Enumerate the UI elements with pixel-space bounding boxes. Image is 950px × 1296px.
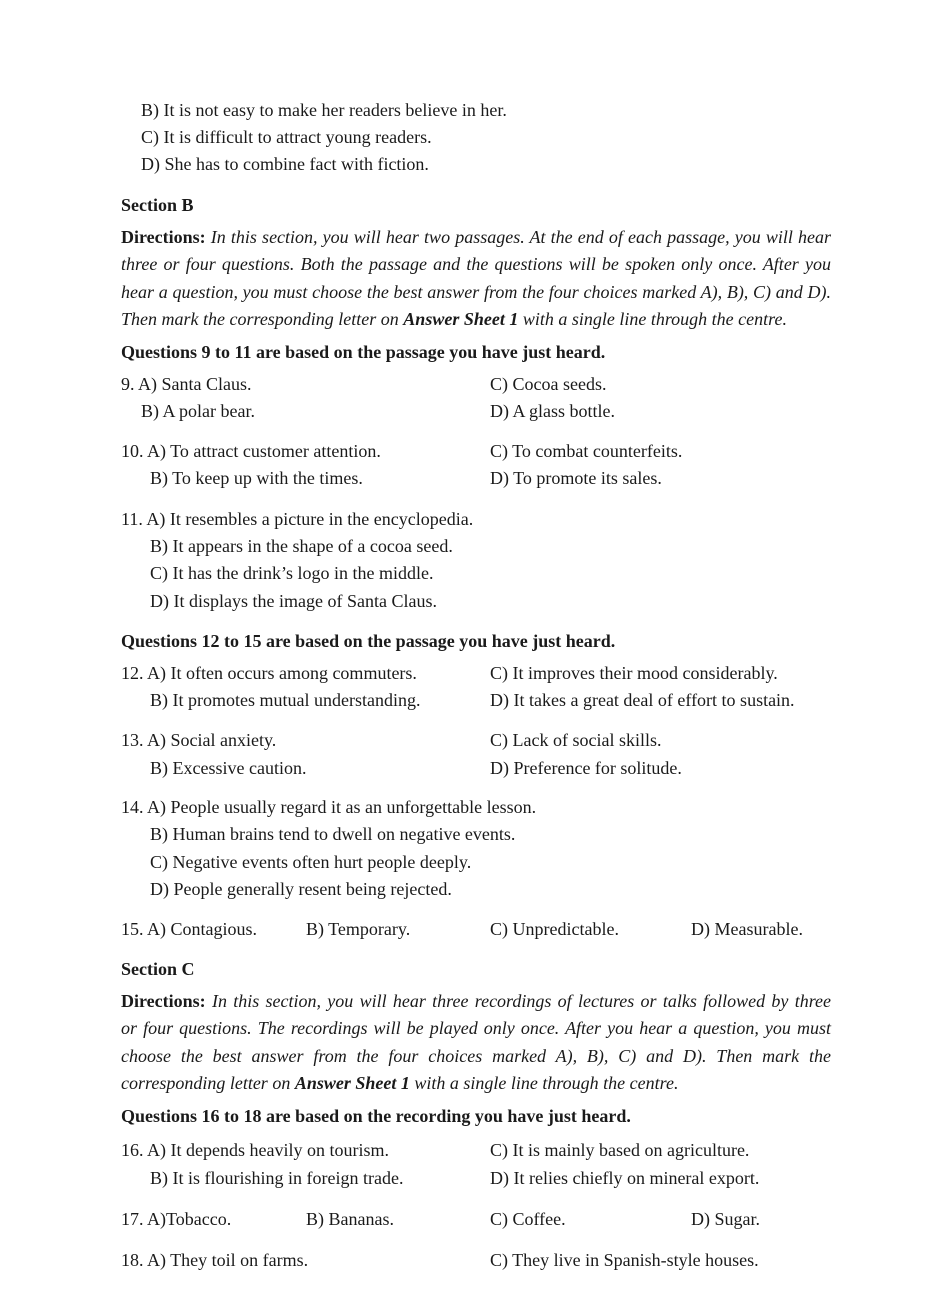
q12-option-c: C) It improves their mood considerably. [490, 663, 778, 683]
section-b-directions-line-1 [121, 226, 831, 248]
q15-option-c: C) Unpredictable. [490, 919, 619, 939]
q9-option-c: C) Cocoa seeds. [490, 374, 607, 394]
section-c-directions-line-3: choose the best answer from the four choices marked A), B), C) and D). Then mark the [121, 1046, 831, 1066]
directions-label: Directions: [121, 991, 206, 1011]
q12-option-a: 12. A) It often occurs among commuters. [121, 663, 417, 683]
question-group-heading: Questions 16 to 18 are based on the recording you have just heard. [121, 1106, 631, 1126]
q15-option-b: B) Temporary. [306, 919, 411, 939]
q10-option-d: D) To promote its sales. [490, 468, 662, 488]
q12-option-d: D) It takes a great deal of effort to sustain. [490, 690, 795, 710]
question-group-heading: Questions 9 to 11 are based on the passage you have just heard. [121, 342, 606, 362]
q10-option-c: C) To combat counterfeits. [490, 441, 683, 461]
q16-option-b: B) It is flourishing in foreign trade. [150, 1168, 404, 1188]
q16-option-a: 16. A) It depends heavily on tourism. [121, 1140, 389, 1160]
q9-option-a: 9. A) Santa Claus. [121, 374, 252, 394]
q18-option-a: 18. A) They toil on farms. [121, 1250, 309, 1270]
q13-option-b: B) Excessive caution. [150, 758, 307, 778]
q10-option-a: 10. A) To attract customer attention. [121, 441, 381, 461]
q17-option-c: C) Coffee. [490, 1209, 566, 1229]
q13-option-a: 13. A) Social anxiety. [121, 730, 277, 750]
q14-option-c: C) Negative events often hurt people deeply. [150, 852, 472, 872]
q16-option-d: D) It relies chiefly on mineral export. [490, 1168, 760, 1188]
q11-option-c: C) It has the drink’s logo in the middle. [150, 563, 434, 583]
directions-text: In this section, you will hear two passages. At the end of each passage, you will hear [210, 227, 831, 247]
directions-text: with a single line through the centre. [522, 309, 787, 329]
directions-text: Then mark the corresponding letter on [121, 309, 399, 329]
section-c-directions-line-4 [121, 1072, 831, 1094]
option-c: C) It is difficult to attract young readers. [141, 127, 432, 147]
section-c-directions-line-1 [121, 990, 831, 1012]
directions-text: In this section, you will hear three recordings of lectures or talks followed by three [211, 991, 832, 1011]
q17-option-a: 17. A)Tobacco. [121, 1209, 232, 1229]
q11-option-d: D) It displays the image of Santa Claus. [150, 591, 437, 611]
section-c-heading: Section C [121, 959, 195, 979]
option-d: D) She has to combine fact with fiction. [141, 154, 429, 174]
q15-option-a: 15. A) Contagious. [121, 919, 258, 939]
directions-label: Directions: [121, 227, 206, 247]
q16-option-c: C) It is mainly based on agriculture. [490, 1140, 750, 1160]
section-b-directions-line-2: three or four questions. Both the passage and the questions will be spoken only once. After you [121, 254, 831, 274]
option-b: B) It is not easy to make her readers believe in her. [141, 100, 507, 120]
directions-text: corresponding letter on [121, 1073, 291, 1093]
q13-option-c: C) Lack of social skills. [490, 730, 662, 750]
q11-option-a: 11. A) It resembles a picture in the encyclopedia. [121, 509, 474, 529]
question-group-heading: Questions 12 to 15 are based on the passage you have just heard. [121, 631, 616, 651]
q14-option-a: 14. A) People usually regard it as an unforgettable lesson. [121, 797, 537, 817]
q13-option-d: D) Preference for solitude. [490, 758, 682, 778]
answer-sheet-label: Answer Sheet 1 [403, 309, 519, 329]
q9-option-d: D) A glass bottle. [490, 401, 615, 421]
q17-option-b: B) Bananas. [306, 1209, 394, 1229]
section-c-directions-line-2: or four questions. The recordings will be played only once. After you hear a question, you must [121, 1018, 831, 1038]
q9-option-b: B) A polar bear. [141, 401, 255, 421]
q18-option-c: C) They live in Spanish-style houses. [490, 1250, 759, 1270]
answer-sheet-label: Answer Sheet 1 [294, 1073, 410, 1093]
q17-option-d: D) Sugar. [691, 1209, 760, 1229]
q12-option-b: B) It promotes mutual understanding. [150, 690, 421, 710]
directions-text: with a single line through the centre. [414, 1073, 679, 1093]
q15-option-d: D) Measurable. [691, 919, 803, 939]
section-b-directions-line-4 [121, 308, 831, 330]
q10-option-b: B) To keep up with the times. [150, 468, 363, 488]
q11-option-b: B) It appears in the shape of a cocoa seed. [150, 536, 453, 556]
section-b-heading: Section B [121, 195, 194, 215]
q14-option-b: B) Human brains tend to dwell on negative events. [150, 824, 516, 844]
section-b-directions-line-3: hear a question, you must choose the best answer from the four choices marked A), B), C) and D). [121, 282, 831, 302]
q14-option-d: D) People generally resent being rejected. [150, 879, 452, 899]
